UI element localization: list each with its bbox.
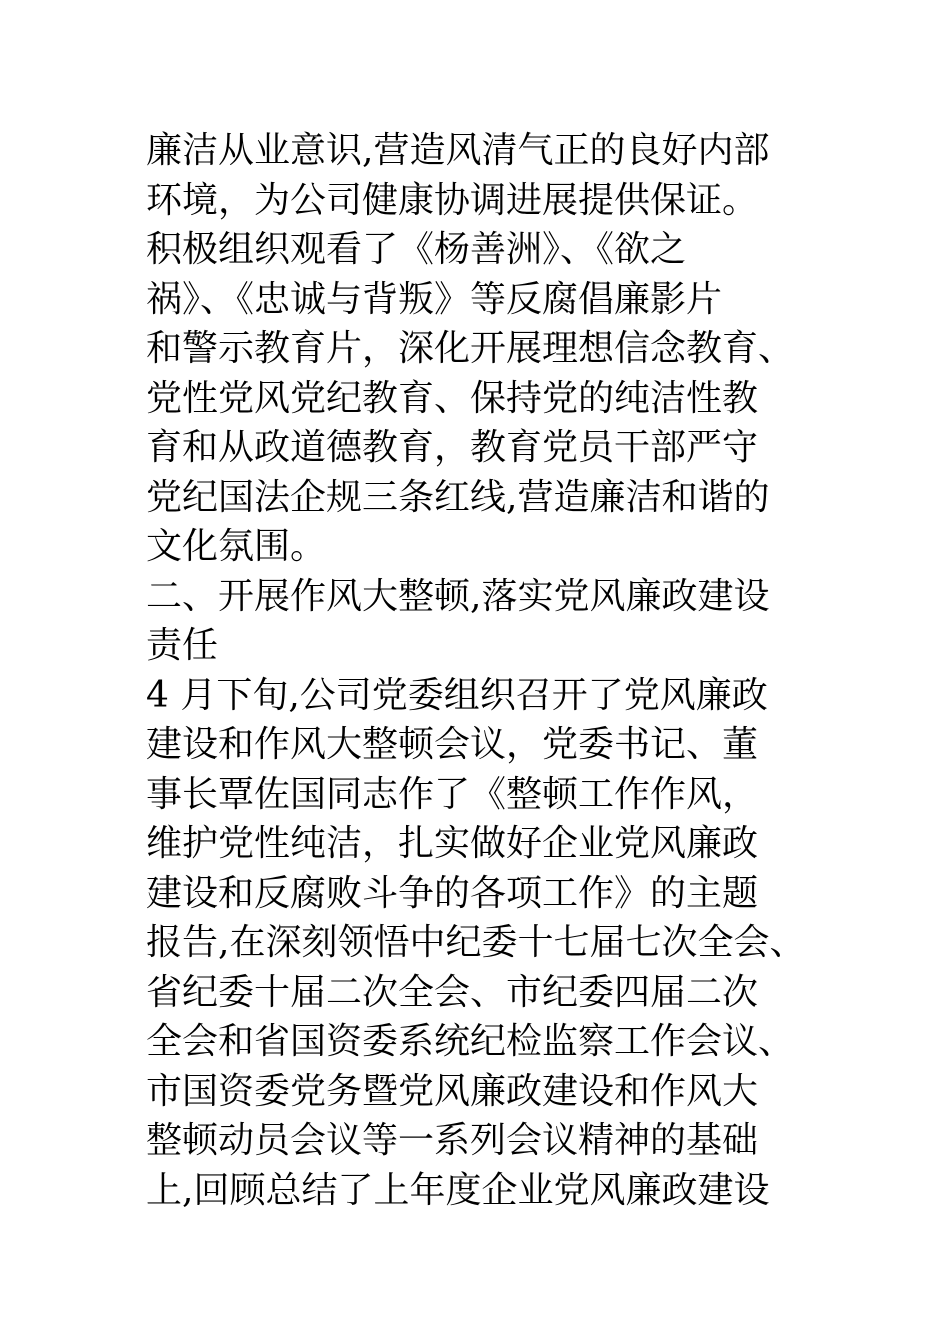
- text-line: 祸》、《忠诚与背叛》等反腐倡廉影片: [146, 278, 723, 320]
- text-line: 整顿动员会议等一系列会议精神的基础: [146, 1120, 759, 1161]
- text-line: 全会和省国资委系统纪检监察工作会议、: [146, 1021, 795, 1062]
- text-line: 上,回顾总结了上年度企业党风廉政建设: [146, 1169, 770, 1211]
- section-heading-line: 二、开展作风大整顿,落实党风廉政建设: [146, 575, 770, 617]
- text-line: 事长覃佐国同志作了《整顿工作作风，: [146, 773, 759, 815]
- text-line: 4 月下旬,公司党委组织召开了党风廉政: [146, 674, 768, 716]
- text-line: 省纪委十届二次全会、市纪委四届二次: [146, 971, 759, 1013]
- text-line: 积极组织观看了《杨善洲》、《欲之: [146, 229, 687, 270]
- text-line: 党纪国法企规三条红线,营造廉洁和谐的: [146, 476, 770, 518]
- text-line: 报告,在深刻领悟中纪委十七届七次全会、: [146, 922, 806, 963]
- text-line: 廉洁从业意识,营造风清气正的良好内部: [146, 130, 770, 171]
- text-line: 建设和作风大整顿会议，党委书记、董: [146, 724, 759, 765]
- text-line: 党性党风党纪教育、保持党的纯洁性教: [146, 377, 759, 419]
- text-line: 文化氛围。: [146, 526, 327, 567]
- text-line: 维护党性纯洁，扎实做好企业党风廉政: [146, 823, 759, 864]
- body-text: [146, 126, 846, 1215]
- text-line: 建设和反腐败斗争的各项工作》的主题: [146, 872, 759, 914]
- text-line: 市国资委党务暨党风廉政建设和作风大: [146, 1070, 759, 1112]
- text-line: 环境，为公司健康协调进展提供保证。: [146, 179, 759, 221]
- text-line: 育和从政道德教育，教育党员干部严守: [146, 427, 759, 468]
- text-line: 和警示教育片，深化开展理想信念教育、: [146, 328, 795, 369]
- section-heading-line: 责任: [146, 625, 219, 666]
